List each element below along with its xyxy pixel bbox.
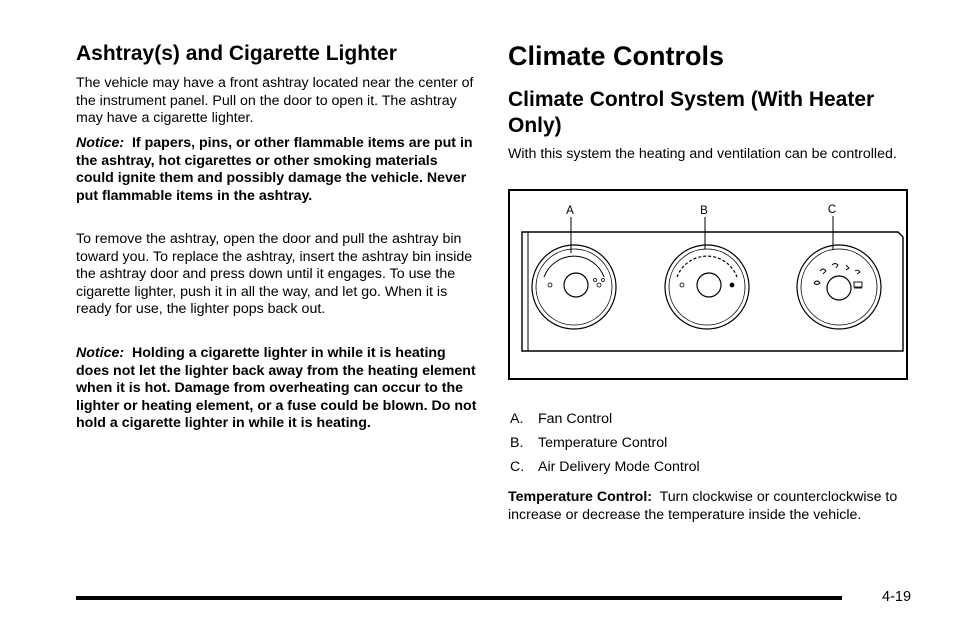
legend-text: Temperature Control <box>538 435 668 451</box>
temperature-control-lead: Temperature Control: <box>508 489 652 505</box>
legend-item <box>508 409 700 433</box>
notice-text: Holding a cigarette lighter in while it is heating does not let the lighter back away from the heating element when it is hot. Damage from overheating can occur to the lighter or heating element, or a fuse could be blown. Do not hold a cigarette lighter in while it is heating. <box>76 345 477 432</box>
legend-item <box>508 433 700 457</box>
notice-flammable <box>76 135 478 205</box>
legend-text: Fan Control <box>538 411 613 427</box>
legend-key: A. <box>510 411 524 427</box>
page-number: 4-19 <box>882 589 912 605</box>
air-delivery-mode-knob <box>797 245 881 329</box>
section-heading-ashtray: Ashtray(s) and Cigarette Lighter <box>76 42 397 65</box>
legend-key: B. <box>510 435 524 451</box>
notice-lead: Notice: <box>76 345 125 361</box>
footer-rule <box>76 596 842 600</box>
label-a: A <box>566 205 574 217</box>
legend-key: C. <box>510 459 525 475</box>
figure-legend <box>508 409 700 481</box>
control-panel-illustration <box>510 191 910 382</box>
temperature-control-text: Turn clockwise or counterclockwise to increase or decrease the temperature inside the vehicle. <box>508 489 898 523</box>
fan-control-knob <box>532 245 616 329</box>
legend-item <box>508 457 700 481</box>
ashtray-paragraph-2: To remove the ashtray, open the door and pull the ashtray bin toward you. To replace the ashtray, insert the ashtray bin inside the ashtray door and press down until it engages. To use the cigarette lighter, push it in all the way, and let go. When it is ready for use, the lighter pops back out. <box>76 231 473 318</box>
label-c: C <box>827 204 837 216</box>
climate-intro: With this system the heating and ventilation can be controlled. <box>508 146 897 162</box>
label-b: B <box>700 205 708 217</box>
ashtray-paragraph-1: The vehicle may have a front ashtray located near the center of the instrument panel. Pull on the door to open it. The ashtray may have a cigarette lighter. <box>76 75 474 127</box>
notice-text: If papers, pins, or other flammable items are put in the ashtray, hot cigarettes or other smoking materials could ignite them and possibly damage the vehicle. Never put flammable items in the ashtray. <box>76 135 473 204</box>
notice-lighter <box>76 345 478 433</box>
climate-control-figure <box>508 189 908 380</box>
temperature-control-description <box>508 489 898 524</box>
notice-lead: Notice: <box>76 135 125 151</box>
legend-text: Air Delivery Mode Control <box>538 459 700 475</box>
subsection-heading: Climate Control System (With Heater Only) <box>508 88 875 137</box>
chapter-title: Climate Controls <box>508 41 725 71</box>
temperature-control-knob <box>665 245 749 329</box>
